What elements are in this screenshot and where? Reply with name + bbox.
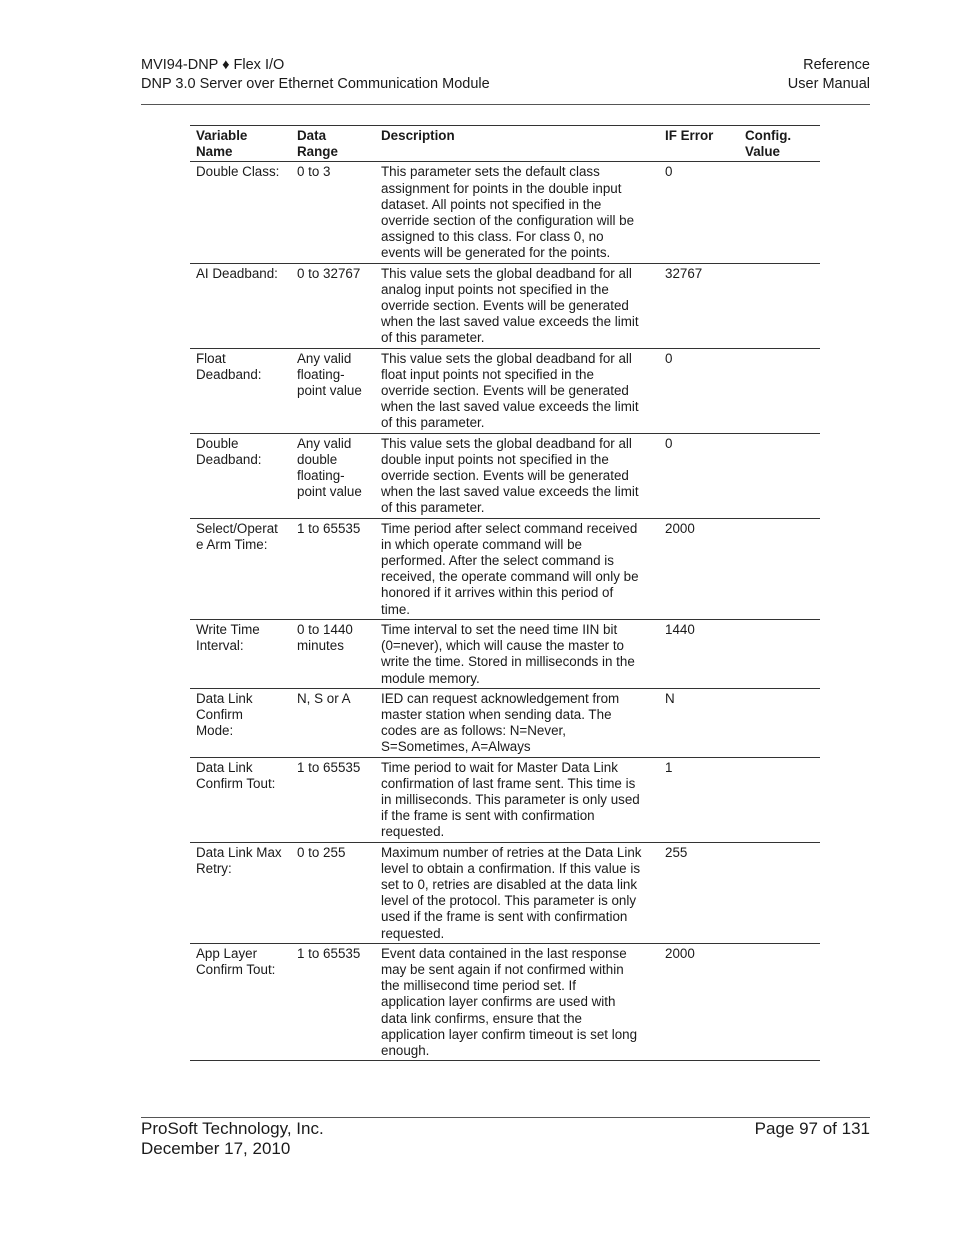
cell-if-error <box>659 348 739 433</box>
cell-variable-name <box>190 943 291 1060</box>
cell-variable-name <box>190 518 291 619</box>
cell-description-line: confirmation of last frame sent. This time is <box>381 775 636 791</box>
cell-description-line: application layer confirm timeout is set long <box>381 1026 638 1042</box>
header-doc-type: User Manual <box>787 76 870 92</box>
cell-description-line: requested. <box>381 824 445 840</box>
table-row <box>190 162 820 263</box>
cell-data-range <box>291 757 375 842</box>
cell-description <box>375 162 659 263</box>
cell-variable-name-line: Data Link <box>196 690 253 706</box>
table-row <box>190 757 820 842</box>
cell-description-line: Time period after select command received <box>381 520 638 536</box>
table-body <box>190 162 820 1061</box>
cell-description-line: time. <box>381 601 411 617</box>
cell-description-line: write the time. Stored in milliseconds in the <box>381 654 635 670</box>
cell-description-line: Time period to wait for Master Data Link <box>381 759 618 775</box>
cell-description-line: the millisecond time period set. If <box>381 978 576 994</box>
cell-description <box>375 619 659 688</box>
cell-variable-name-line: Data Link Max <box>196 844 282 860</box>
table-row <box>190 433 820 518</box>
cell-data-range-line: Any valid <box>297 350 352 366</box>
cell-description-line: override section. Events will be generated <box>381 298 629 314</box>
cell-description-line: This value sets the global deadband for all <box>381 350 632 366</box>
header-divider <box>141 104 870 105</box>
cell-data-range <box>291 842 375 943</box>
cell-data-range-line: point value <box>297 484 362 500</box>
cell-if-error <box>659 518 739 619</box>
header-product-title: MVI94-DNP ♦ Flex I/O <box>141 57 285 73</box>
cell-description-line: analog input points not specified in the <box>381 281 609 297</box>
cell-description-line: This value sets the global deadband for all <box>381 265 632 281</box>
cell-description-line: if the frame is sent with confirmation <box>381 808 595 824</box>
cell-data-range-line: minutes <box>297 638 344 654</box>
cell-description <box>375 757 659 842</box>
cell-if-error <box>659 162 739 263</box>
cell-description-line: Event data contained in the last response <box>381 945 627 961</box>
cell-description-line: override section. Events will be generated <box>381 468 629 484</box>
table-row <box>190 263 820 348</box>
cell-description-line: IED can request acknowledgement from <box>381 690 620 706</box>
cell-config-value <box>739 757 820 842</box>
cell-description-line: This parameter sets the default class <box>381 164 600 180</box>
cell-data-range-line: point value <box>297 383 362 399</box>
table-row <box>190 688 820 757</box>
cell-description-line: codes are as follows: N=Never, <box>381 723 566 739</box>
cell-variable-name-line: AI Deadband: <box>196 265 278 281</box>
cell-data-range-line: 0 to 32767 <box>297 265 361 281</box>
cell-variable-name-line: Mode: <box>196 723 234 739</box>
table-header-row <box>190 126 820 162</box>
cell-description-line: override section. Events will be generated <box>381 383 629 399</box>
cell-data-range <box>291 619 375 688</box>
column-header-if-error: IF Error <box>659 126 739 162</box>
cell-description-line: in milliseconds. This parameter is only used <box>381 791 640 807</box>
cell-if-error <box>659 943 739 1060</box>
column-header-config-value: Config. Value <box>739 126 820 162</box>
cell-if-error <box>659 757 739 842</box>
cell-config-value <box>739 263 820 348</box>
cell-if-error-text: 2000 <box>665 945 695 961</box>
cell-variable-name <box>190 433 291 518</box>
cell-data-range-line: 1 to 65535 <box>297 945 361 961</box>
cell-variable-name-line: Double Class: <box>196 164 280 180</box>
cell-description <box>375 518 659 619</box>
cell-description <box>375 348 659 433</box>
header-section-label: Reference <box>803 57 870 73</box>
footer-company: ProSoft Technology, Inc. <box>141 1119 324 1138</box>
cell-data-range-line: 1 to 65535 <box>297 520 361 536</box>
cell-if-error <box>659 619 739 688</box>
cell-variable-name-line: Confirm Tout: <box>196 961 276 977</box>
cell-description-line: assignment for points in the double input <box>381 180 622 196</box>
cell-variable-name-line: Retry: <box>196 860 232 876</box>
cell-data-range-line: floating- <box>297 468 345 484</box>
cell-if-error-text: 0 <box>665 350 673 366</box>
cell-description-line: of this parameter. <box>381 500 485 516</box>
cell-data-range-line: 0 to 1440 <box>297 621 353 637</box>
cell-description-line: of this parameter. <box>381 330 485 346</box>
cell-if-error-text: 1440 <box>665 621 695 637</box>
cell-description-line: received, the operate command will only be <box>381 569 639 585</box>
header-product-subtitle: DNP 3.0 Server over Ethernet Communication Module <box>141 76 490 92</box>
cell-variable-name <box>190 688 291 757</box>
cell-data-range-line: 1 to 65535 <box>297 759 361 775</box>
cell-if-error-text: 255 <box>665 844 688 860</box>
cell-description-line: enough. <box>381 1042 430 1058</box>
cell-variable-name-line: Write Time <box>196 621 260 637</box>
cell-config-value <box>739 943 820 1060</box>
cell-if-error-text: 1 <box>665 759 673 775</box>
cell-variable-name-line: Confirm <box>196 706 243 722</box>
cell-variable-name <box>190 619 291 688</box>
cell-if-error-text: N <box>665 690 675 706</box>
cell-description <box>375 842 659 943</box>
cell-data-range-line: floating- <box>297 366 345 382</box>
cell-description-line: assigned to this class. For class 0, no <box>381 229 604 245</box>
cell-description-line: Maximum number of retries at the Data Link <box>381 844 642 860</box>
cell-description-line: performed. After the select command is <box>381 553 614 569</box>
cell-config-value <box>739 619 820 688</box>
cell-data-range <box>291 943 375 1060</box>
cell-description <box>375 433 659 518</box>
cell-config-value <box>739 842 820 943</box>
cell-data-range <box>291 688 375 757</box>
table-row <box>190 348 820 433</box>
cell-description-line: may be sent again if not confirmed within <box>381 961 624 977</box>
footer-divider <box>141 1117 870 1118</box>
cell-data-range <box>291 162 375 263</box>
cell-description-line: override section of the configuration will be <box>381 213 635 229</box>
cell-description-line: events will be generated for the points. <box>381 245 611 261</box>
cell-description <box>375 688 659 757</box>
cell-description-line: requested. <box>381 925 445 941</box>
cell-description-line: when the last saved value exceeds the limit <box>381 314 639 330</box>
cell-description-line: level of the protocol. This parameter is only <box>381 893 637 909</box>
cell-config-value <box>739 348 820 433</box>
cell-variable-name-line: Deadband: <box>196 451 262 467</box>
cell-description-line: used if the frame is sent with confirmation <box>381 909 628 925</box>
cell-variable-name-line: Interval: <box>196 638 244 654</box>
cell-description <box>375 263 659 348</box>
table-row <box>190 518 820 619</box>
cell-description-line: float input points not specified in the <box>381 366 594 382</box>
cell-variable-name-line: Confirm Tout: <box>196 775 276 791</box>
table-row <box>190 842 820 943</box>
cell-variable-name-line: Select/Operat <box>196 520 278 536</box>
cell-config-value <box>739 518 820 619</box>
column-header-variable-name: Variable Name <box>190 126 291 162</box>
cell-description-line: dataset. All points not specified in the <box>381 196 602 212</box>
cell-variable-name-line: Float <box>196 350 226 366</box>
cell-data-range <box>291 348 375 433</box>
cell-data-range <box>291 433 375 518</box>
cell-config-value <box>739 433 820 518</box>
cell-variable-name <box>190 162 291 263</box>
cell-if-error <box>659 688 739 757</box>
cell-config-value <box>739 688 820 757</box>
cell-description <box>375 943 659 1060</box>
cell-data-range <box>291 518 375 619</box>
cell-variable-name <box>190 348 291 433</box>
cell-config-value <box>739 162 820 263</box>
cell-variable-name-line: Deadband: <box>196 366 262 382</box>
column-header-description: Description <box>375 126 659 162</box>
cell-if-error-text: 2000 <box>665 520 695 536</box>
cell-description-line: Time interval to set the need time IIN bit <box>381 621 618 637</box>
table-row <box>190 943 820 1060</box>
cell-description-line: application layer confirms are used with <box>381 994 616 1010</box>
cell-if-error <box>659 433 739 518</box>
cell-if-error-text: 32767 <box>665 265 703 281</box>
cell-description-line: level to obtain a confirmation. If this value is <box>381 860 641 876</box>
cell-if-error <box>659 842 739 943</box>
cell-description-line: (0=never), which will cause the master to <box>381 638 624 654</box>
column-header-data-range: Data Range <box>291 126 375 162</box>
cell-data-range-line: 0 to 255 <box>297 844 346 860</box>
table-row <box>190 619 820 688</box>
cell-description-line: data link confirms, ensure that the <box>381 1010 582 1026</box>
cell-if-error-text: 0 <box>665 435 673 451</box>
cell-if-error <box>659 263 739 348</box>
cell-variable-name-line: Data Link <box>196 759 253 775</box>
cell-description-line: master station when sending data. The <box>381 706 612 722</box>
cell-data-range <box>291 263 375 348</box>
cell-variable-name <box>190 842 291 943</box>
footer-date: December 17, 2010 <box>141 1139 291 1158</box>
cell-description-line: module memory. <box>381 670 480 686</box>
cell-if-error-text: 0 <box>665 164 673 180</box>
cell-description-line: in which operate command will be <box>381 536 582 552</box>
cell-data-range-line: N, S or A <box>297 690 351 706</box>
cell-description-line: This value sets the global deadband for all <box>381 435 632 451</box>
cell-description-line: set to 0, retries are disabled at the data link <box>381 876 638 892</box>
cell-variable-name-line: Double <box>196 435 239 451</box>
cell-description-line: when the last saved value exceeds the limit <box>381 484 639 500</box>
cell-description-line: double input points not specified in the <box>381 451 609 467</box>
cell-data-range-line: Any valid <box>297 435 352 451</box>
cell-data-range-line: 0 to 3 <box>297 164 331 180</box>
parameter-table <box>190 125 820 1061</box>
cell-variable-name-line: e Arm Time: <box>196 536 268 552</box>
cell-description-line: honored if it arrives within this period of <box>381 585 614 601</box>
cell-variable-name <box>190 757 291 842</box>
footer-page-number: Page 97 of 131 <box>754 1119 870 1138</box>
cell-variable-name-line: App Layer <box>196 945 258 961</box>
cell-data-range-line: double <box>297 451 338 467</box>
cell-description-line: S=Sometimes, A=Always <box>381 739 531 755</box>
cell-description-line: of this parameter. <box>381 415 485 431</box>
cell-description-line: when the last saved value exceeds the limit <box>381 399 639 415</box>
cell-variable-name <box>190 263 291 348</box>
